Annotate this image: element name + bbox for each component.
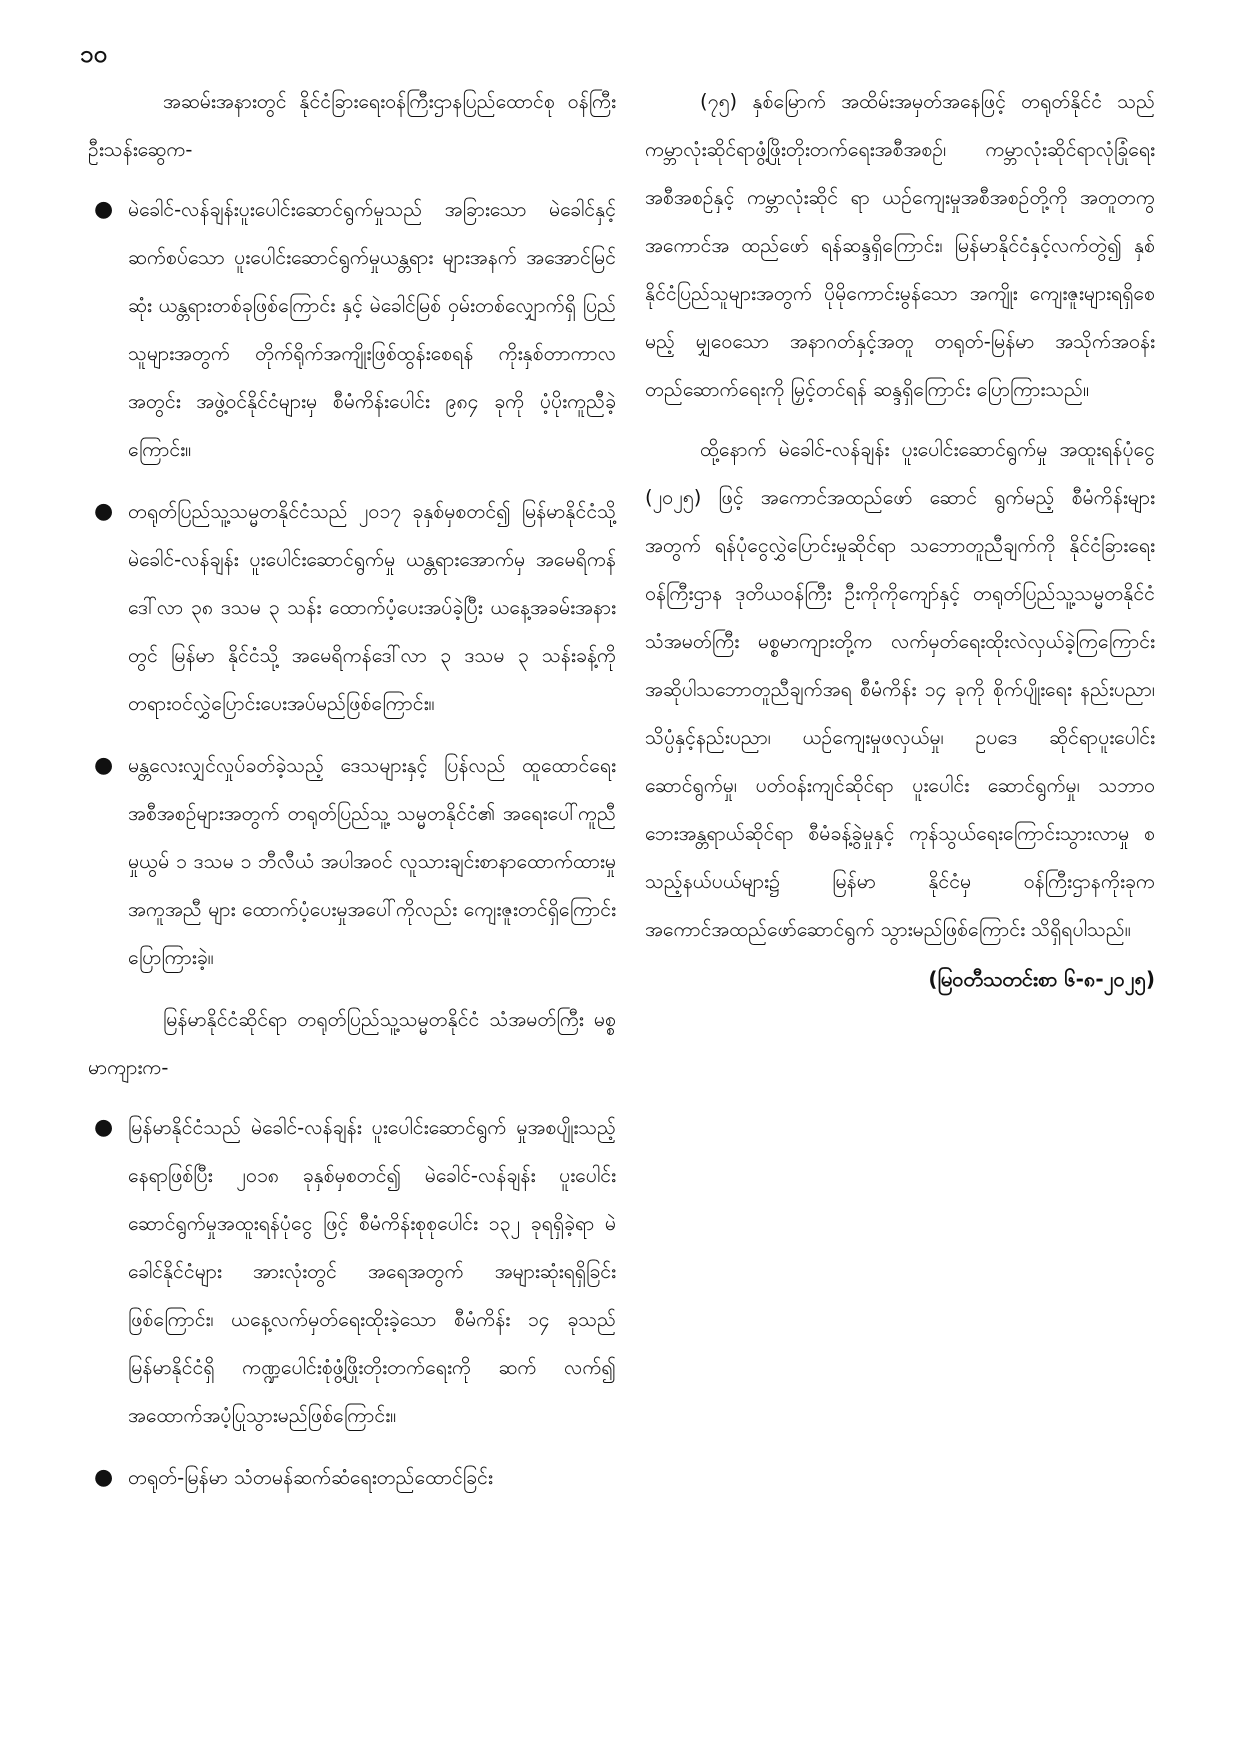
bullet-icon: ● [94, 197, 114, 222]
page-number: ၁၀ [80, 40, 107, 68]
ambassador-intro-paragraph: မြန်မာနိုင်ငံဆိုင်ရာ တရုတ်ပြည်သူ့သမ္မတနိုင်ငံ သံအမတ်ကြီး မစ္စမာကျားက- [88, 1008, 616, 1079]
minister-statement-list [88, 186, 616, 982]
list-item [88, 1454, 616, 1502]
intro-paragraph: အဆမ်းအနားတွင် နိုင်ငံခြားရေးဝန်ကြီးဌာနပြည်ထောင်စု ဝန်ကြီး ဦးသန်းဆွေက- [88, 90, 616, 161]
bullet-icon: ● [94, 1465, 114, 1490]
ambassador-statement-list [88, 1104, 616, 1502]
list-item-text: မဲခေါင်-လန်ချန်းပူးပေါင်းဆောင်ရွက်မှုသည် အခြားသော မဲခေါင်နှင့်ဆက်စပ်သော ပူးပေါင်းဆောင်ရွက်မှုယန္တရား များအနက် အအောင်မြင်ဆုံး ယန္တရားတစ်ခုဖြစ်ကြောင်း နှင့် မဲခေါင်မြစ် ဝှမ်းတစ်လျှောက်ရှိ ပြည်သူများအတွက် တိုက်ရိုက်အကျိုးဖြစ်ထွန်းစေရန် ကိုးနှစ်တာကာလ အတွင်း အဖွဲ့ဝင်နိုင်ငံများမှ စီမံကိန်းပေါင်း ၉၈၄ ခုကို ပံ့ပိုးကူညီခဲ့ကြောင်း။ [128, 198, 616, 461]
list-item-text: မြန်မာနိုင်ငံသည် မဲခေါင်-လန်ချန်း ပူးပေါင်းဆောင်ရွက် မှုအစပျိုးသည့် နေရာဖြစ်ပြီး ၂၀၁၈ ခုနှစ်မှစတင်၍ မဲခေါင်-လန်ချန်း ပူးပေါင်းဆောင်ရွက်မှုအထူးရန်ပုံငွေ ဖြင့် စီမံကိန်းစုစုပေါင်း ၁၃၂ ခုရရှိခဲ့ရာ မဲခေါင်နိုင်ငံများ အားလုံးတွင် အရေအတွက် အများဆုံးရရှိခြင်းဖြစ်ကြောင်း၊ ယနေ့လက်မှတ်ရေးထိုးခဲ့သော စီမံကိန်း ၁၄ ခုသည် မြန်မာနိုင်ငံရှိ ကဏ္ဍပေါင်းစုံဖွံ့ဖြိုးတိုးတက်ရေးကို ဆက် လက်၍ အထောက်အပံ့ပြုသွားမည်ဖြစ်ကြောင်း။ [128, 1116, 616, 1427]
right-column [645, 78, 1155, 996]
bullet-icon: ● [94, 1115, 114, 1140]
list-item-text: တရုတ်ပြည်သူ့သမ္မတနိုင်ငံသည် ၂၀၁၇ ခုနှစ်မှစတင်၍ မြန်မာနိုင်ငံသို့ မဲခေါင်-လန်ချန်း ပူးပေါင်းဆောင်ရွက်မှု ယန္တရားအောက်မှ အမေရိကန်ဒေါ်လာ ၃၈ ဒသမ ၃ သန်း ထောက်ပံ့ပေးအပ်ခဲ့ပြီး ယနေ့အခမ်းအနားတွင် မြန်မာ နိုင်ငံသို့ အမေရိကန်ဒေါ်လာ ၃ ဒသမ ၃ သန်းခန့်ကို တရားဝင်လွှဲပြောင်းပေးအပ်မည်ဖြစ်ကြောင်း။ [128, 500, 616, 715]
list-item [88, 488, 616, 728]
bullet-icon: ● [94, 499, 114, 524]
closing-paragraph: ထို့နောက် မဲခေါင်-လန်ချန်း ပူးပေါင်းဆောင်ရွက်မှု အထူးရန်ပုံငွေ (၂၀၂၅) ဖြင့် အကောင်အထည်ဖော် ဆောင် ရွက်မည့် စီမံကိန်းများအတွက် ရန်ပုံငွေလွှဲပြောင်းမှုဆိုင်ရာ သဘောတူညီချက်ကို နိုင်ငံခြားရေးဝန်ကြီးဌာန ဒုတိယဝန်ကြီး ဦးကိုကိုကျော်နှင့် တရုတ်ပြည်သူ့သမ္မတနိုင်ငံ သံအမတ်ကြီး မစ္စမာကျားတို့က လက်မှတ်ရေးထိုးလဲလှယ်ခဲ့ကြကြောင်း အဆိုပါသဘောတူညီချက်အရ စီမံကိန်း ၁၄ ခုကို စိုက်ပျိုးရေး နည်းပညာ၊ သိပ္ပံနှင့်နည်းပညာ၊ ယဉ်ကျေးမှုဖလှယ်မှု၊ ဥပဒေ ဆိုင်ရာပူးပေါင်းဆောင်ရွက်မှု၊ ပတ်ဝန်းကျင်ဆိုင်ရာ ပူးပေါင်း ဆောင်ရွက်မှု၊ သဘာဝဘေးအန္တရာယ်ဆိုင်ရာ စီမံခန့်ခွဲမှုနှင့် ကုန်သွယ်ရေးကြောင်းသွားလာမှု စသည့်နယ်ပယ်များ၌ မြန်မာ နိုင်ငံမှ ဝန်ကြီးဌာနကိုးခုက အကောင်အထည်ဖော်ဆောင်ရွက် သွားမည်ဖြစ်ကြောင်း သိရှိရပါသည်။ [645, 438, 1155, 941]
source-citation: (မြဝတီသတင်းစာ ၆-၈-၂၀၂၅) [928, 967, 1155, 991]
list-item-text: တရုတ်-မြန်မာ သံတမန်ဆက်ဆံရေးတည်ထောင်ခြင်း [128, 1466, 493, 1489]
list-item [88, 742, 616, 982]
bullet-icon: ● [94, 753, 114, 778]
list-item-text: မန္တလေးလျှင်လှုပ်ခတ်ခဲ့သည့် ဒေသများနှင့် ပြန်လည် ထူထောင်ရေးအစီအစဉ်များအတွက် တရုတ်ပြည်သူ့ သမ္မတနိုင်ငံ၏ အရေးပေါ်ကူညီမှုယွမ် ၁ ဒသမ ၁ ဘီလီယံ အပါအဝင် လူသားချင်းစာနာထောက်ထားမှုအကူအညီ များ ထောက်ပံ့ပေးမှုအပေါ်ကိုလည်း ကျေးဇူးတင်ရှိကြောင်း ပြောကြားခဲ့။ [128, 754, 616, 969]
list-item [88, 186, 616, 474]
left-column [88, 78, 616, 1516]
list-item [88, 1104, 616, 1440]
continuation-paragraph: (၇၅) နှစ်မြောက် အထိမ်းအမှတ်အနေဖြင့် တရုတ်နိုင်ငံ သည် ကမ္ဘာလုံးဆိုင်ရာဖွံ့ဖြိုးတိုးတက်ရေးအစီအစဉ်၊ ကမ္ဘာလုံးဆိုင်ရာလုံခြုံရေး အစီအစဉ်နှင့် ကမ္ဘာလုံးဆိုင် ရာ ယဉ်ကျေးမှုအစီအစဉ်တို့ကို အတူတကွအကောင်အ ထည်ဖော် ရန်ဆန္ဒရှိကြောင်း၊ မြန်မာနိုင်ငံနှင့်လက်တွဲ၍ နှစ်နိုင်ငံပြည်သူများအတွက် ပိုမိုကောင်းမွန်သော အကျိုး ကျေးဇူးများရရှိစေမည့် မျှဝေသော အနာဂတ်နှင့်အတူ တရုတ်-မြန်မာ အသိုက်အဝန်းတည်ဆောက်ရေးကို မြှင့်တင်ရန် ဆန္ဒရှိကြောင်း ပြောကြားသည်။ [645, 90, 1155, 401]
